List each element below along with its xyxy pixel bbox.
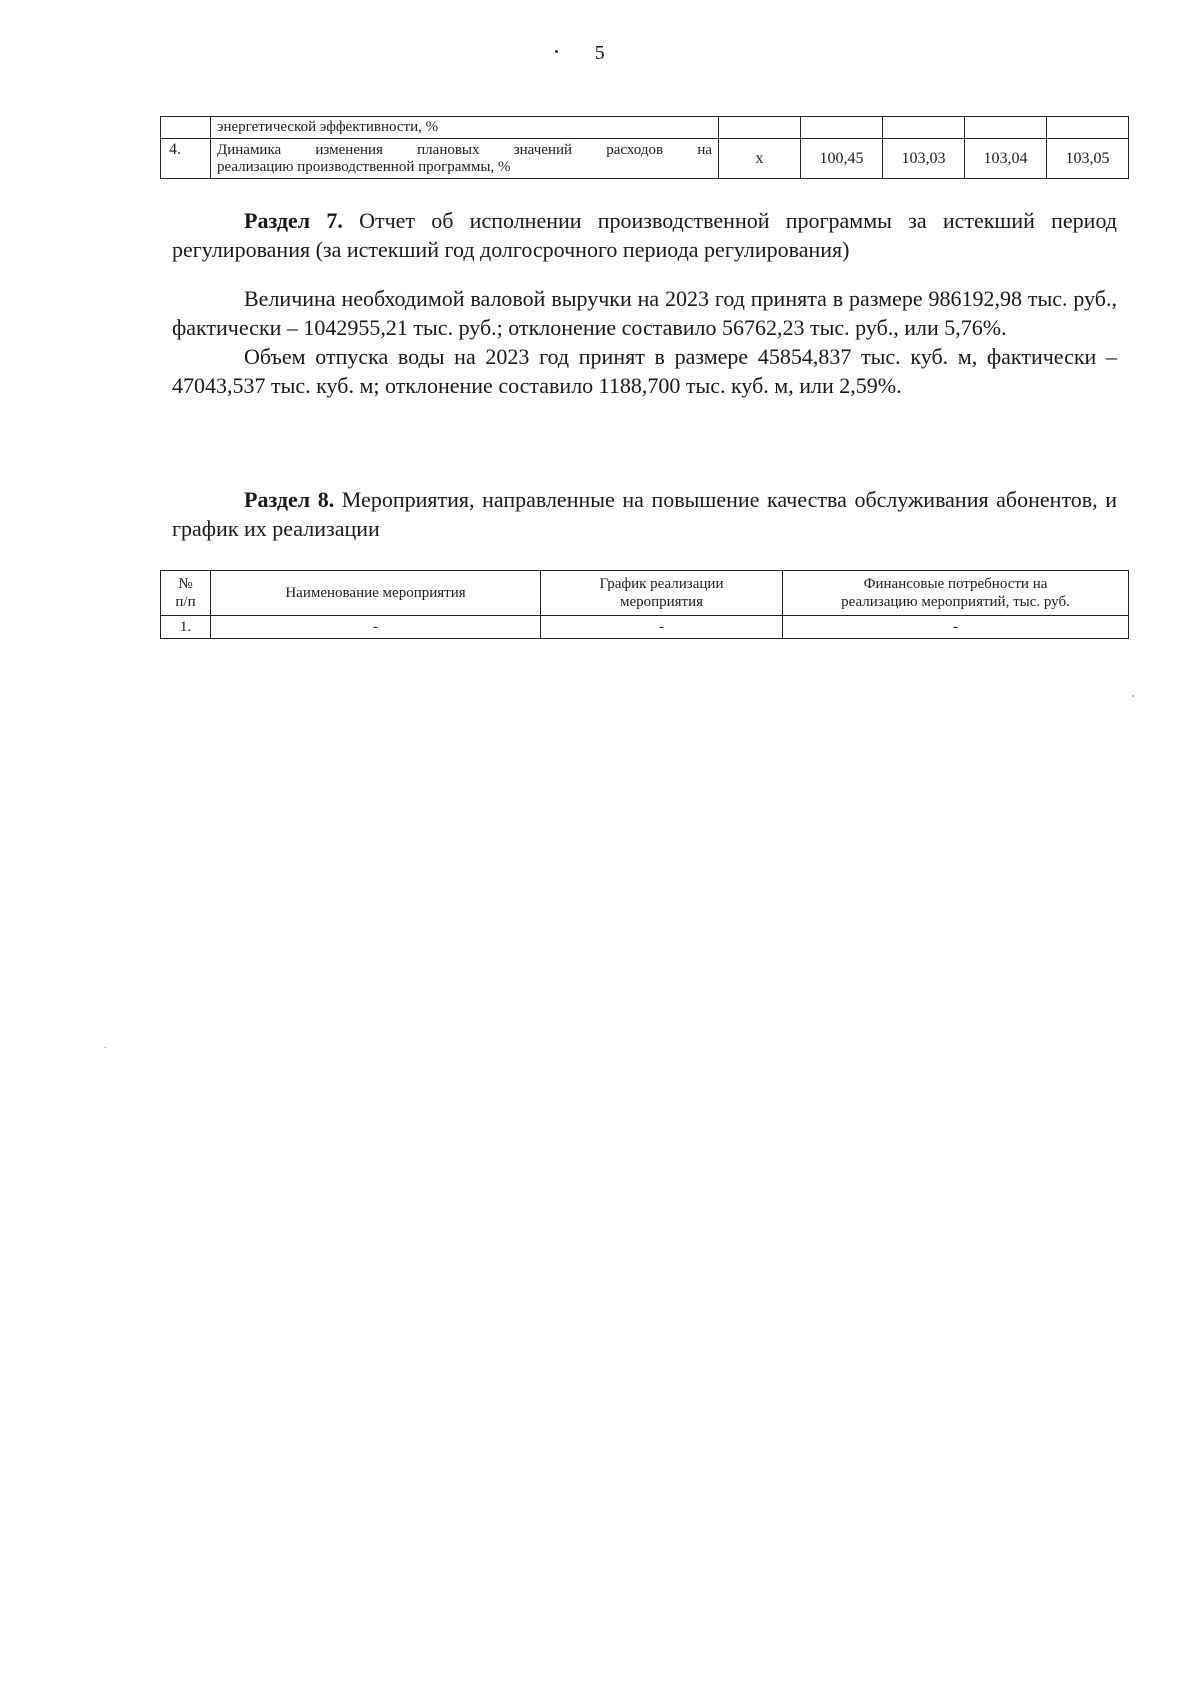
indicator-value: [1047, 117, 1129, 139]
section-7: [172, 206, 1117, 264]
word: Динамика: [217, 141, 282, 158]
section-8: [172, 485, 1117, 543]
indicator-name: энергетической эффективности, %: [211, 117, 719, 139]
indicator-value: х: [719, 139, 801, 179]
row-number: [161, 117, 211, 139]
cell-finance: -: [783, 616, 1129, 639]
events-table: [160, 570, 1129, 639]
indicator-name: [211, 139, 719, 179]
word: значений: [513, 141, 573, 158]
page-number: 5: [594, 42, 606, 64]
header-finance-line2: реализацию мероприятий, тыс. руб.: [841, 594, 1070, 610]
section-7-paragraph-water: Объем отпуска воды на 2023 год принят в размере 45854,837 тыс. куб. м, фактически – 47043,537 тыс. куб. м; отклонение составило 1188,700 тыс. куб. м, или 2,59%.: [172, 344, 1117, 398]
indicator-value: 100,45: [801, 139, 883, 179]
indicator-value: [801, 117, 883, 139]
word: изменения: [315, 141, 383, 158]
word: расходов: [606, 141, 664, 158]
section-7-body: [172, 284, 1117, 400]
section-7-paragraph-revenue: Величина необходимой валовой выручки на 2023 год принята в размере 986192,98 тыс. руб., фактически – 1042955,21 тыс. руб.; отклонение составило 56762,23 тыс. руб., или 5,76%.: [172, 286, 1117, 340]
header-num: [161, 571, 211, 616]
header-finance: [783, 571, 1129, 616]
header-num-line1: №: [178, 576, 193, 592]
table-row: [161, 139, 1129, 179]
cell-name: -: [211, 616, 541, 639]
scan-speck: [555, 50, 558, 53]
section-7-title: Отчет об исполнении производственной программы за истекший период регулирования (за истекший год долгосрочного периода регулирования): [172, 208, 1118, 262]
section-8-title: Мероприятия, направленные на повышение качества обслуживания абонентов, и график их реализации: [172, 487, 1118, 541]
row-number: 4.: [161, 139, 211, 179]
indicator-name-line1: [217, 142, 712, 159]
word: на: [697, 141, 712, 158]
word: плановых: [417, 141, 480, 158]
indicators-table: [160, 116, 1129, 179]
section-8-label: Раздел 8.: [244, 487, 335, 512]
indicator-value: [965, 117, 1047, 139]
header-num-line2: п/п: [175, 594, 196, 610]
indicator-value: 103,03: [883, 139, 965, 179]
indicator-value: [883, 117, 965, 139]
indicator-name-line2: реализацию производственной программы, %: [217, 158, 511, 175]
cell-schedule: -: [541, 616, 783, 639]
indicator-value: [719, 117, 801, 139]
header-name: Наименование мероприятия: [211, 571, 541, 616]
scan-speck: [104, 1047, 106, 1048]
table-row: [161, 117, 1129, 139]
cell-num: 1.: [161, 616, 211, 639]
header-finance-line1: Финансовые потребности на: [863, 576, 1048, 592]
header-schedule: [541, 571, 783, 616]
section-7-label: Раздел 7.: [244, 208, 343, 233]
indicator-value: 103,04: [965, 139, 1047, 179]
indicator-value: 103,05: [1047, 139, 1129, 179]
table-header-row: [161, 571, 1129, 616]
section-7-heading: [172, 206, 1117, 264]
table-row: [161, 616, 1129, 639]
section-8-heading: [172, 485, 1117, 543]
header-schedule-line2: мероприятия: [619, 594, 704, 610]
header-schedule-line1: График реализации: [599, 576, 724, 592]
scan-speck: [1132, 695, 1134, 697]
